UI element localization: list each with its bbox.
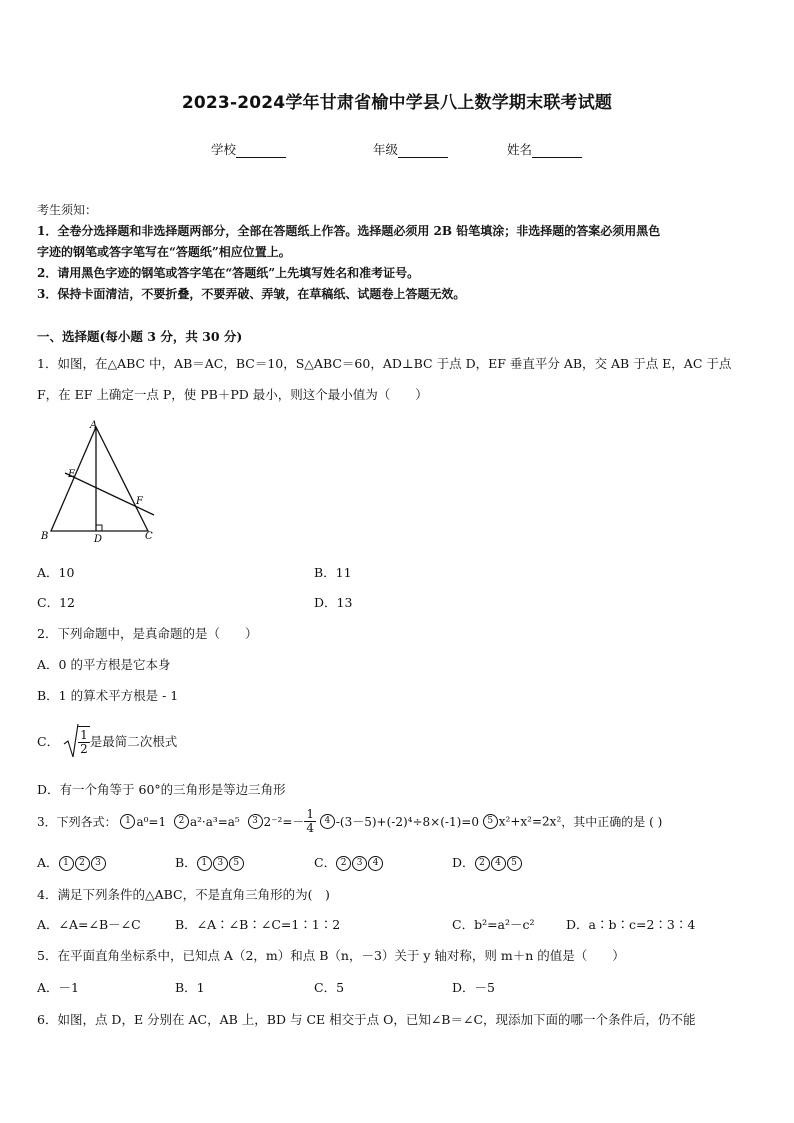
grade-blank	[398, 145, 448, 158]
q3-fraction-numerator: 1	[306, 807, 315, 821]
q3-option-c[interactable]	[314, 853, 384, 871]
circled-2-icon: 2	[336, 856, 351, 871]
q3-prefix: 3．下列各式：	[37, 815, 117, 829]
q3-expr-1: a⁰=1	[136, 814, 167, 829]
q3-option-a-label: A．	[37, 855, 59, 870]
circled-4-icon: 4	[368, 856, 383, 871]
q2-fraction-numerator: 1	[80, 728, 88, 742]
circled-2-icon: 2	[75, 856, 90, 871]
label-b: B	[41, 531, 49, 542]
school-blank	[236, 145, 286, 158]
q3-expr-3: 2⁻²=－	[263, 815, 305, 829]
school-label: 学校	[211, 142, 237, 157]
q5-option-b[interactable]: B．1	[175, 980, 205, 995]
q3-option-d-label: D．	[452, 855, 475, 870]
circled-2-icon: 2	[174, 814, 189, 829]
q3-option-d[interactable]	[452, 853, 523, 871]
notice-line-1b: 字迹的钢笔或答字笔写在“答题纸”相应位置上。	[37, 245, 291, 259]
school-field	[211, 140, 286, 158]
label-f: F	[136, 496, 143, 507]
q5-option-c[interactable]: C．5	[314, 980, 345, 995]
label-e: E	[68, 469, 76, 480]
grade-label: 年级	[373, 142, 399, 157]
circled-3-icon: 3	[213, 856, 228, 871]
label-a: A	[90, 420, 98, 431]
q2-stem: 2．下列命题中，是真命题的是（ ）	[37, 626, 258, 641]
q5-option-d[interactable]: D．－5	[452, 980, 495, 995]
q2-option-c-text: 是最简二次根式	[89, 734, 178, 749]
circled-1-icon: 1	[59, 856, 74, 871]
q2-option-a[interactable]: A．0 的平方根是它本身	[37, 657, 171, 672]
q5-stem: 5．在平面直角坐标系中，已知点 A（2，m）和点 B（n，－3）关于 y 轴对称，则 m＋n 的值是（ ）	[37, 948, 625, 963]
q1-triangle-figure	[38, 418, 163, 548]
label-c: C	[145, 531, 153, 542]
q4-option-d[interactable]: D．a∶b∶c=2∶3∶4	[566, 917, 696, 932]
q2-fraction-denominator: 2	[80, 742, 88, 756]
q1-stem-line2: F，在 EF 上确定一点 P，使 PB＋PD 最小，则这个最小值为（ ）	[37, 387, 428, 402]
circled-4-icon: 4	[320, 814, 335, 829]
q2-option-c-prefix: C．	[37, 734, 60, 749]
name-field	[507, 140, 582, 158]
circled-3-icon: 3	[91, 856, 106, 871]
right-angle-mark	[96, 525, 102, 531]
section-heading: 一、选择题(每小题 3 分，共 30 分)	[37, 329, 243, 344]
radical-sign-icon	[63, 722, 79, 760]
q4-option-b[interactable]: B．∠A∶∠B∶∠C=1∶1∶2	[175, 917, 341, 932]
q1-option-d[interactable]: D．13	[314, 595, 353, 610]
circled-1-icon: 1	[197, 856, 212, 871]
q3-expr-5: x²+x²=2x²	[498, 814, 562, 829]
q2-option-c[interactable]	[37, 722, 177, 760]
q4-option-c[interactable]: C．b²=a²－c²	[452, 917, 535, 932]
circled-4-icon: 4	[491, 856, 506, 871]
circled-5-icon: 5	[507, 856, 522, 871]
label-d: D	[94, 534, 103, 545]
q3-stem	[37, 808, 662, 835]
q4-stem: 4．满足下列条件的△ABC，不是直角三角形的为( )	[37, 887, 330, 902]
circled-5-icon: 5	[229, 856, 244, 871]
circled-1-icon: 1	[120, 814, 135, 829]
q2-option-b[interactable]: B．1 的算术平方根是 - 1	[37, 688, 179, 703]
q3-option-b[interactable]	[175, 853, 245, 871]
circled-5-icon: 5	[483, 814, 498, 829]
notice-heading: 考生须知：	[37, 203, 98, 217]
bisector-ef	[65, 473, 154, 515]
circled-2-icon: 2	[475, 856, 490, 871]
q2-option-d[interactable]: D．有一个角等于 60°的三角形是等边三角形	[37, 782, 286, 797]
q3-suffix: ，其中正确的是 ( )	[561, 815, 663, 829]
q2-fraction	[78, 726, 90, 756]
q1-option-c[interactable]: C．12	[37, 595, 75, 610]
q3-fraction-denominator: 4	[306, 821, 315, 835]
q3-expr-4: -(3－5)+(-2)⁴÷8×(-1)=0	[335, 815, 479, 829]
q1-option-a[interactable]: A．10	[37, 565, 75, 580]
triangle-abc	[51, 427, 148, 531]
q1-stem-line1: 1．如图，在△ABC 中，AB＝AC，BC＝10，S△ABC＝60，AD⊥BC 于点 D，EF 垂直平分 AB，交 AB 于点 E，AC 于点	[37, 356, 732, 371]
notice-line-2: 2．请用黑色字迹的钢笔或答字笔在“答题纸”上先填写姓名和准考证号。	[37, 266, 420, 280]
name-blank	[532, 145, 582, 158]
notice-line-1: 1．全卷分选择题和非选择题两部分，全部在答题纸上作答。选择题必须用 2B 铅笔填涂；非选择题的答案必须用黑色	[37, 224, 661, 238]
q3-option-c-label: C．	[314, 855, 337, 870]
q4-option-a[interactable]: A．∠A=∠B－∠C	[37, 917, 141, 932]
q3-fraction	[304, 808, 316, 835]
notice-line-3: 3．保持卡面清洁，不要折叠，不要弄破、弄皱，在草稿纸、试题卷上答题无效。	[37, 287, 466, 301]
grade-field	[373, 140, 448, 158]
q6-stem: 6．如图，点 D，E 分别在 AC，AB 上，BD 与 CE 相交于点 O，已知∠B＝∠C，现添加下面的哪一个条件后，仍不能	[37, 1012, 696, 1027]
circled-3-icon: 3	[248, 814, 263, 829]
q3-option-b-label: B．	[175, 855, 197, 870]
q1-option-b[interactable]: B．11	[314, 565, 352, 580]
name-label: 姓名	[507, 142, 533, 157]
q3-expr-2: a²·a³=a⁵	[189, 814, 240, 829]
q3-option-a[interactable]	[37, 853, 107, 871]
q5-option-a[interactable]: A．－1	[37, 980, 79, 995]
exam-title: 2023-2024学年甘肃省榆中学县八上数学期末联考试题	[181, 93, 613, 113]
circled-3-icon: 3	[352, 856, 367, 871]
